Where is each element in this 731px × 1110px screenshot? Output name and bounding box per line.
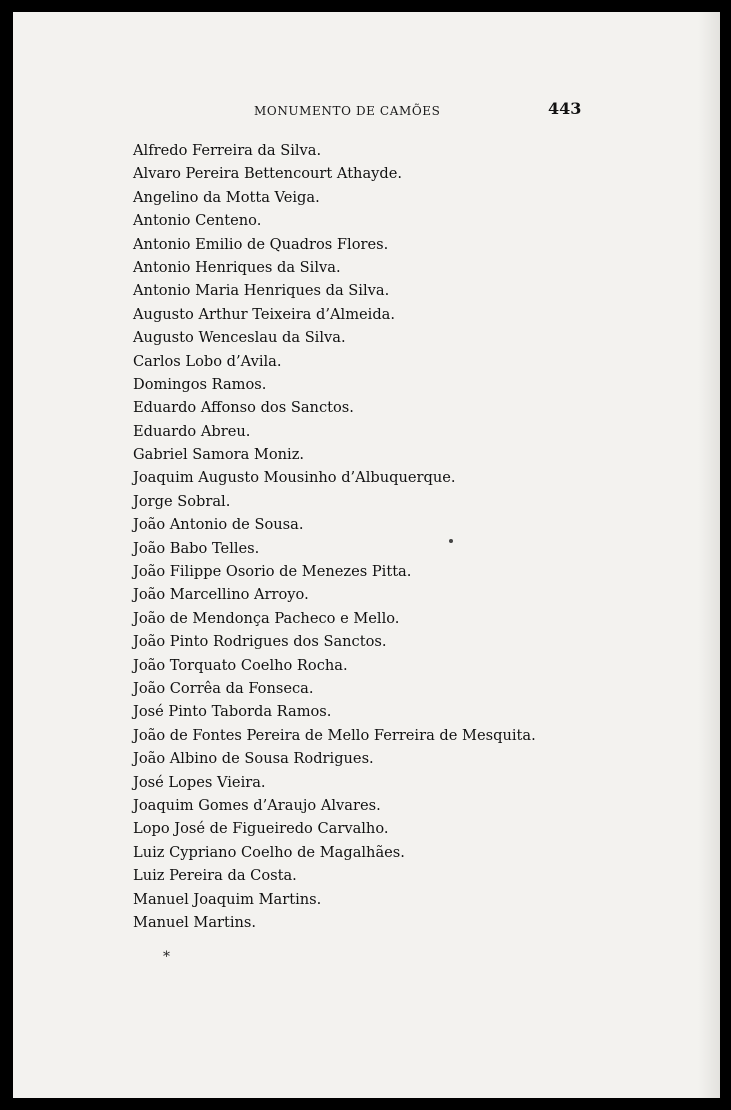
list-item: Antonio Maria Henriques da Silva. [133, 282, 390, 300]
list-item: João Torquato Coelho Rocha. [133, 656, 348, 674]
list-item: Antonio Henriques da Silva. [133, 258, 341, 276]
list-item: Augusto Arthur Teixeira d’Almeida. [133, 305, 396, 323]
list-item: Luiz Cypriano Coelho de Magalhães. [133, 843, 405, 861]
list-item: João de Fontes Pereira de Mello Ferreira de Mesquita. [133, 726, 536, 744]
list-item: Manuel Joaquim Martins. [133, 890, 322, 908]
list-item: Luiz Pereira da Costa. [133, 867, 297, 885]
list-item: João Marcellino Arroyo. [133, 586, 309, 604]
list-item: João Filippe Osorio de Menezes Pitta. [133, 563, 412, 581]
page-header [13, 99, 720, 126]
list-item: José Pinto Taborda Ramos. [133, 703, 332, 721]
list-item: Alvaro Pereira Bettencourt Athayde. [133, 165, 403, 183]
list-item: Angelino da Motta Veiga. [133, 188, 320, 206]
list-item: João Antonio de Sousa. [133, 516, 304, 534]
list-item: Carlos Lobo d’Avila. [133, 352, 282, 370]
book-page [13, 12, 720, 1098]
ink-speck [449, 539, 453, 543]
list-item: João Pinto Rodrigues dos Sanctos. [133, 633, 387, 651]
list-item: Augusto Wenceslau da Silva. [133, 329, 346, 347]
list-item: Antonio Emilio de Quadros Flores. [133, 235, 389, 253]
list-item: Joaquim Augusto Mousinho d’Albuquerque. [133, 469, 456, 487]
list-item: João Albino de Sousa Rodrigues. [133, 750, 374, 768]
list-item: Jorge Sobral. [133, 492, 231, 510]
page-number: 443 [548, 99, 582, 118]
list-item: Eduardo Abreu. [133, 422, 251, 440]
list-item: João de Mendonça Pacheco e Mello. [133, 609, 400, 627]
list-item: Antonio Centeno. [133, 212, 262, 230]
list-item: João Corrêa da Fonseca. [133, 679, 314, 697]
list-item: Alfredo Ferreira da Silva. [133, 142, 322, 159]
list-item: Gabriel Samora Moniz. [133, 446, 305, 464]
subscriber-list [133, 139, 536, 934]
list-item: João Babo Telles. [133, 539, 260, 557]
list-item: Joaquim Gomes d’Araujo Alvares. [133, 796, 381, 814]
running-title: MONUMENTO DE CAMÕES [254, 104, 441, 118]
list-item: Eduardo Affonso dos Sanctos. [133, 399, 354, 417]
list-item: Manuel Martins. [133, 913, 257, 931]
ornament-asterisk: * [163, 949, 170, 965]
list-item: José Lopes Vieira. [133, 773, 266, 791]
list-item: Lopo José de Figueiredo Carvalho. [133, 820, 389, 838]
list-item: Domingos Ramos. [133, 375, 267, 393]
